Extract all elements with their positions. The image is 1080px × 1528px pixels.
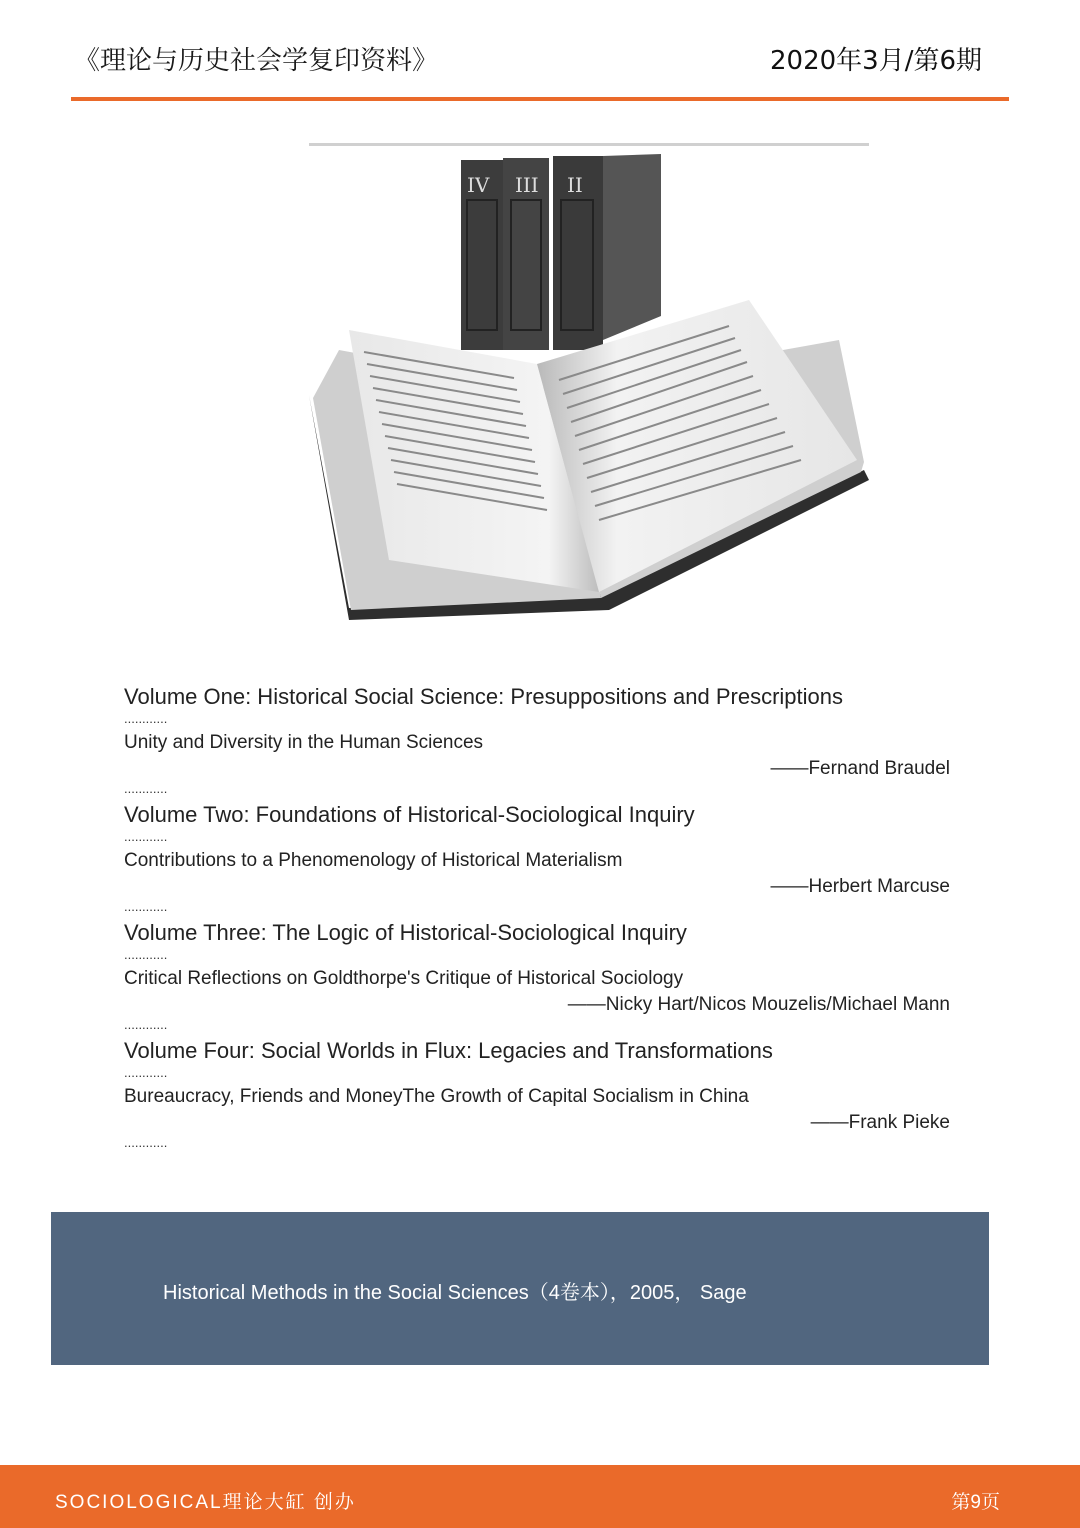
article-title: Contributions to a Phenomenology of Historical Materialism <box>124 850 623 871</box>
dot-leader: ............ <box>124 899 168 914</box>
figure-top-rule <box>309 143 869 146</box>
volume-title: Volume Three: The Logic of Historical-Sociological Inquiry <box>124 920 687 945</box>
journal-title: 《理论与历史社会学复印资料》 <box>74 46 439 76</box>
issue-label: 2020年3月/第6期 <box>769 46 982 76</box>
spine-label-iii: III <box>515 173 539 197</box>
standing-volumes <box>461 154 661 350</box>
volume-title: Volume One: Historical Social Science: Presuppositions and Prescriptions <box>124 684 844 709</box>
dot-leader: ............ <box>124 947 168 962</box>
volume-title: Volume Four: Social Worlds in Flux: Legacies and Transformations <box>124 1038 773 1063</box>
spine-label-ii: II <box>567 173 583 197</box>
dot-leader: ............ <box>124 711 168 726</box>
dot-leader: ............ <box>124 1065 168 1080</box>
volume-title: Volume Two: Foundations of Historical-Sociological Inquiry <box>124 802 695 827</box>
footer-credit: SOCIOLOGICAL理论大缸 创办 <box>55 1492 356 1513</box>
book-illustration <box>309 140 869 640</box>
dot-leader: ............ <box>124 1017 168 1032</box>
volume-entry-three <box>124 918 954 1036</box>
dot-leader: ............ <box>124 781 168 796</box>
article-author: ——Frank Pieke <box>810 1112 950 1133</box>
article-author: ——Nicky Hart/Nicos Mouzelis/Michael Mann <box>567 994 950 1015</box>
dot-leader: ............ <box>124 829 168 844</box>
citation-text: Historical Methods in the Social Sciences（4卷本），2005， Sage <box>163 1282 747 1304</box>
volume-list <box>124 682 954 1154</box>
article-author: ——Fernand Braudel <box>770 758 950 779</box>
volume-entry-two <box>124 800 954 918</box>
volume-entry-four <box>124 1036 954 1154</box>
article-title: Unity and Diversity in the Human Sciences <box>124 732 484 753</box>
citation-banner <box>51 1212 989 1365</box>
open-book-image <box>309 140 869 640</box>
header-divider <box>71 97 1009 101</box>
spine-label-iv: IV <box>467 173 490 197</box>
dot-leader: ............ <box>124 1135 168 1150</box>
volume-entry-one <box>124 682 954 800</box>
page-number: 第9页 <box>951 1492 1000 1513</box>
article-title: Critical Reflections on Goldthorpe's Critique of Historical Sociology <box>124 968 684 989</box>
article-title: Bureaucracy, Friends and MoneyThe Growth of Capital Socialism in China <box>124 1086 749 1107</box>
article-author: ——Herbert Marcuse <box>770 876 950 897</box>
page-footer <box>0 1465 1080 1528</box>
